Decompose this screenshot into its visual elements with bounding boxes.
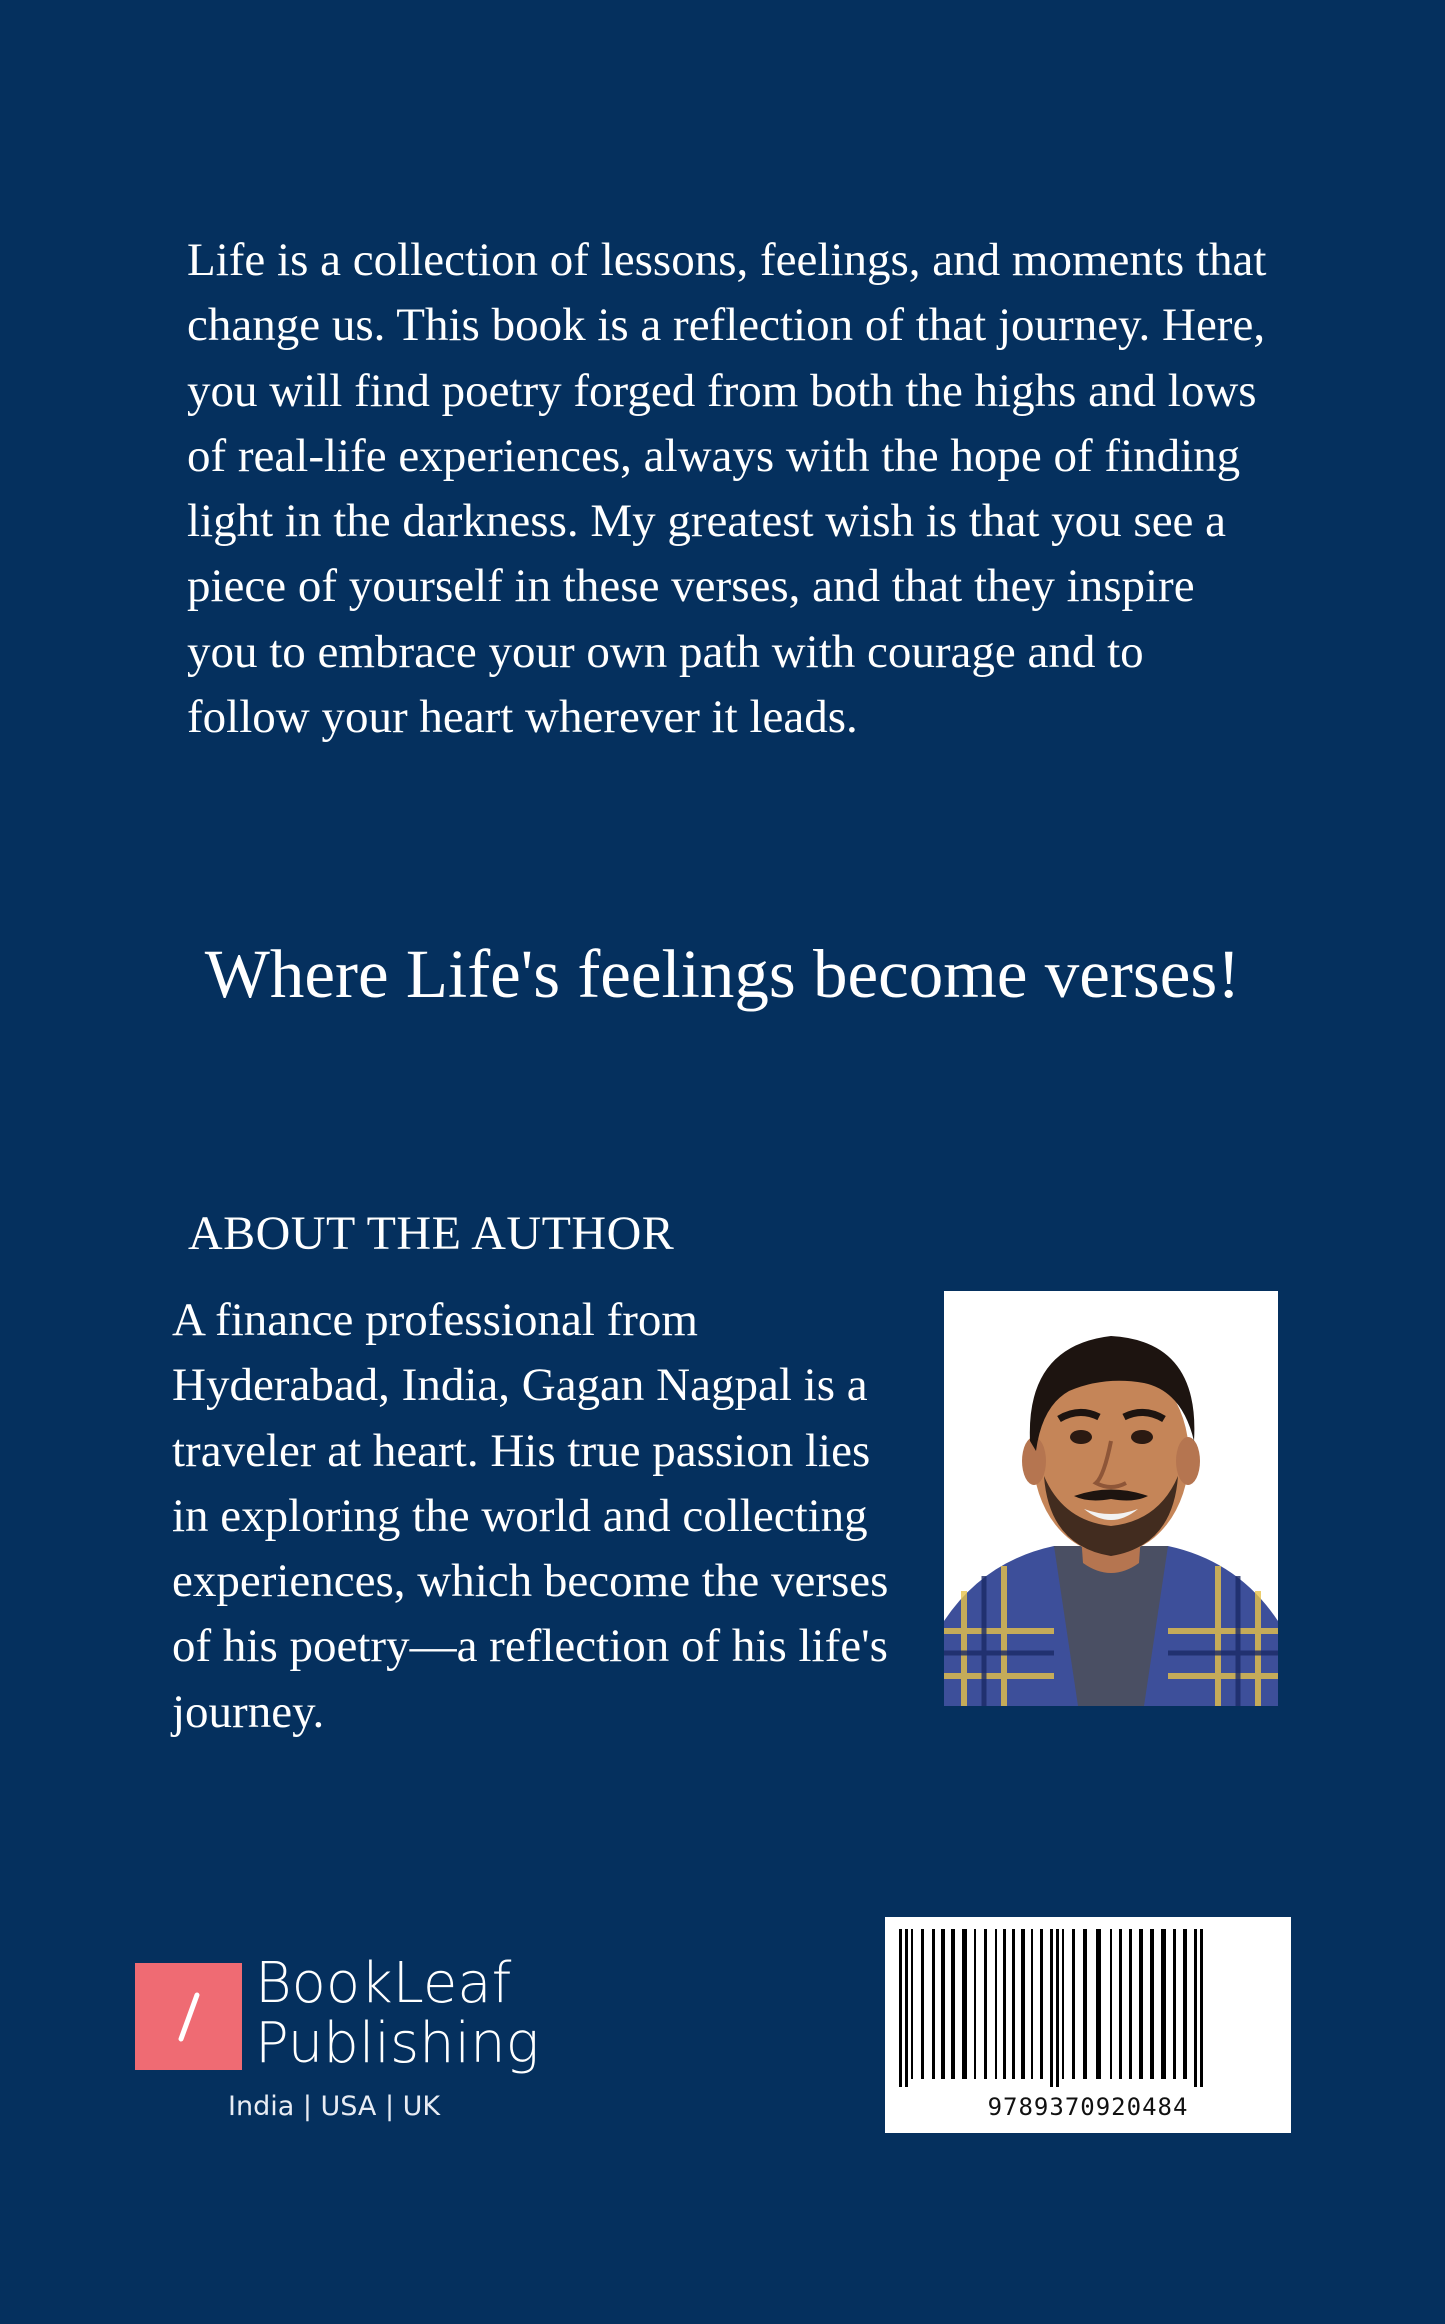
barcode-bar <box>1012 1929 1015 2079</box>
barcode-bar <box>921 1929 924 2079</box>
barcode-bar <box>1183 1929 1187 2079</box>
barcode-bar <box>1056 1929 1059 2087</box>
back-cover-blurb: Life is a collection of lessons, feelings, and moments that change us. This book is a reflection of that journey. Here, you will find poetry forged from both the highs and lows of real-life experiences, always with the hope of finding light in the darkness. My greatest wish is that you see a piece of yourself in these verses, and that they inspire you to embrace your own path with courage and to follow your heart wherever it leads. <box>187 234 1267 744</box>
barcode-bar <box>1031 1929 1033 2079</box>
author-photo <box>944 1291 1278 1706</box>
author-portrait-illustration <box>944 1291 1278 1706</box>
barcode-bar <box>911 1929 913 2079</box>
barcode-bar <box>941 1929 945 2079</box>
publisher-regions: India | USA | UK <box>228 2091 441 2122</box>
about-author-heading: ABOUT THE AUTHOR <box>188 1207 675 1260</box>
barcode-bar <box>1050 1929 1053 2087</box>
barcode-bar <box>1096 1929 1101 2079</box>
barcode-bar <box>995 1929 997 2079</box>
barcode-bar <box>1040 1929 1043 2079</box>
tagline-text: Where Life's feelings become verses! <box>204 936 1241 1012</box>
publisher-name-line2: Publishing <box>255 2011 540 2076</box>
barcode-bar <box>1110 1929 1112 2079</box>
barcode-bar <box>1150 1929 1154 2079</box>
barcode-bar <box>1062 1929 1064 2079</box>
barcode-bar <box>1194 1929 1197 2087</box>
barcode-bar <box>1161 1929 1166 2079</box>
isbn-number: 9789370920484 <box>987 2093 1189 2121</box>
barcode-bar <box>1003 1929 1006 2079</box>
publisher-name-line1: BookLeaf <box>255 1951 512 2016</box>
barcode-bar <box>962 1929 967 2079</box>
barcode-bar <box>1129 1929 1132 2079</box>
tagline <box>0 934 1445 1014</box>
barcode-bar <box>1083 1929 1087 2079</box>
publisher-logo-mark <box>135 1963 242 2070</box>
isbn-barcode <box>885 1917 1291 2133</box>
barcode-bar <box>1173 1929 1176 2079</box>
publisher-name <box>255 1951 540 2076</box>
barcode-bar <box>932 1929 935 2079</box>
barcode-bar <box>1072 1929 1075 2079</box>
barcode-bar <box>1119 1929 1122 2079</box>
barcode-bar <box>951 1929 955 2079</box>
barcode-bar <box>1200 1929 1203 2087</box>
barcode-bar <box>1139 1929 1143 2079</box>
slash-icon <box>135 1963 242 2070</box>
barcode-bar <box>899 1929 902 2087</box>
barcode-bar <box>974 1929 976 2079</box>
author-bio: A finance professional from Hyderabad, India, Gagan Nagpal is a traveler at heart. His true passion lies in exploring the world and collecting experiences, which become the verses of his poetry—a reflection of his life's journey. <box>172 1294 889 1738</box>
barcode-bar <box>1021 1929 1025 2079</box>
barcode-bars <box>885 1917 1291 2093</box>
barcode-bar <box>905 1929 908 2087</box>
barcode-bar <box>984 1929 987 2079</box>
